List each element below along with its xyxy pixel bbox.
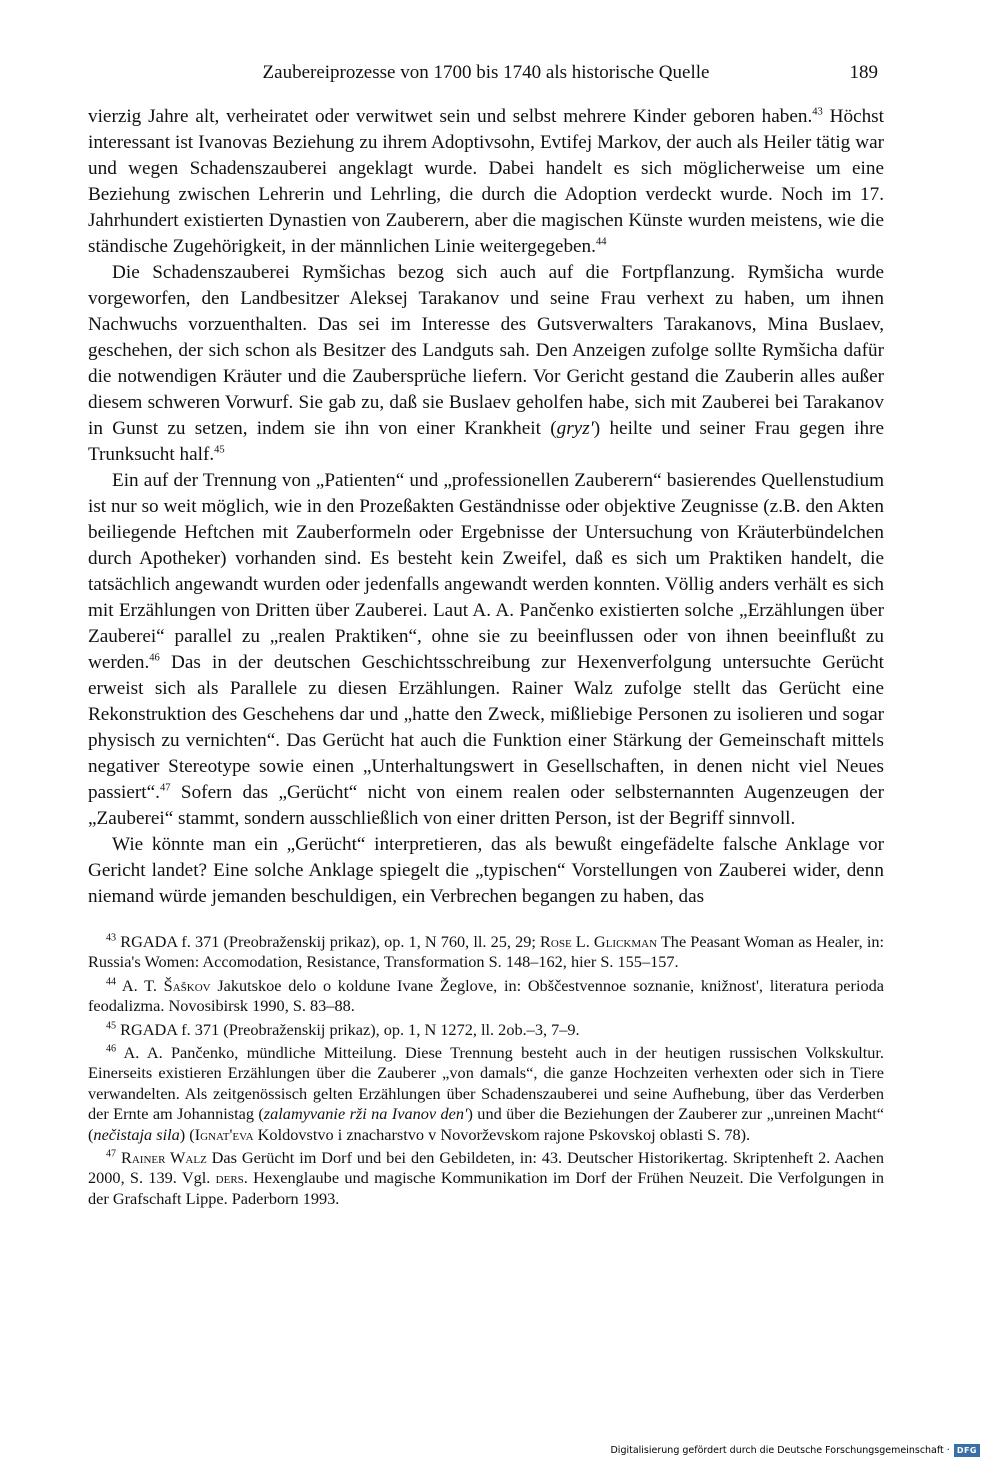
digitization-credit [610,1444,980,1457]
text-run: Höchst interessant ist Ivanovas Beziehung zu ihrem Adoptivsohn, Evtifej Markov, der auch als Heiler tätig war und wegen Schadenszauberei angeklagt wurde. Dabei handelt es sich möglicherweise um eine Beziehung zwischen Lehrerin und Lehrling, die durch die Adoption verdeckt wurde. Noch im 17. Jahrhundert existierten Dynastien von Zauberern, aber die magischen Künste wurden meistens, wie die ständische Zugehörigkeit, in der männlichen Linie weitergegeben. [88,106,884,257]
text-run: vierzig Jahre alt, verheiratet oder verwitwet sein und selbst mehrere Kinder geboren haben. [88,106,813,127]
body-paragraph [88,832,884,910]
italic-text: nečistaja sila [93,1124,180,1144]
text-run: Das in der deutschen Geschichtsschreibung zur Hexenverfolgung untersuchte Gerücht erweist sich als Parallele zu diesen Erzählungen. Rainer Walz zufolge stellt das Gerücht eine Rekonstruktion des Geschehens dar und „hatte den Zweck, mißliebige Personen zu isolieren und sogar physisch zu vernichten“. Das Gerücht hat auch die Funktion einer Stärkung der Gemeinschaft mittels negativer Stereotype sowie einen „Unterhaltungswert in Gesellschaften, in denen nicht viel Neues passiert“. [88,652,884,803]
footnote [88,976,884,1017]
text-run: Die Schadenszauberei Rymšichas bezog sich auch auf die Fortpflanzung. Rymšicha wurde vorgeworfen, den Landbesitzer Aleksej Tarakanov und seine Frau verhext zu haben, um ihnen Nachwuchs vorzuenthalten. Das sei im Interesse des Gutsverwalters Tarakanovs, Mina Buslaev, geschehen, der sich schon als Besitzer des Landguts sah. Den Anzeigen zufolge sollte Rymšicha dafür die notwendigen Kräuter und die Zaubersprüche liefern. Vor Gericht gestand die Zauberin alles außer diesem schweren Vorwurf. Sie gab zu, daß sie Buslaev geholfen habe, sich mit Zauberei bei Tarakanov in Gunst zu setzen, indem sie ihn von einer Krankheit ( [88,262,884,439]
text-run: Ein auf der Trennung von „Patienten“ und „professionellen Zauberern“ basierendes Quellenstudium ist nur so weit möglich, wie in den Prozeßakten Geständnisse oder objektive Zeugnisse (z.B. den Akten beiliegende Heftchen mit Zauberformeln oder Ergebnisse der Untersuchung von Kräuterbündelchen durch Apotheker) vorhanden sind. Es besteht kein Zweifel, daß es sich um Praktiken handelt, die tatsächlich angewandt wurden oder jedenfalls angewandt werden konnten. Völlig anders verhält es sich mit Erzählungen von Dritten über Zauberei. Laut A. A. Pančenko existierten solche „Erzählungen über Zauberei“ parallel zu „realen Praktiken“, ohne sie zu beeinflussen oder von ihnen beeinflußt zu werden. [88,470,884,673]
footnote-ref: 45 [214,444,225,456]
text-run: The Peasant Woman as Healer, in: Russia's Women: Accomodation, Resistance, Transformation S. 148–162, hier S. 155–157. [88,932,885,972]
footnote-ref: 47 [106,1148,117,1160]
author-name: ders. [215,1168,248,1188]
body-paragraph [88,104,884,260]
text-run: Das Gerücht im Dorf und bei den Gebildeten, in: 43. Deutscher Historikertag. Skriptenheft 2. Aachen 2000, S. 139. Vgl. [88,1148,885,1188]
footnote-ref: 43 [812,106,823,118]
footnote [88,1148,884,1209]
italic-text: gryz' [556,418,594,439]
text-run: A. T. [116,975,164,995]
text-run: ) heilte und seiner Frau gegen ihre Trunksucht half. [88,418,884,465]
text-run: ) und über die Beziehungen der Zauberer zur „unreinen Macht“ ( [88,1104,884,1144]
text-run: ) ( [179,1124,195,1144]
text-run: A. A. Pančenko, mündliche Mitteilung. Diese Trennung besteht auch in der heutigen russischen Volkskultur. Einerseits existieren Erzählungen über die Zauberer „von damals“, die ganze Hochzeiten verhexten oder sich in Tiere verwandelten. Als zeitgenössisch gelten Erzählungen über Schadenszauberei und seine Aufhebung, über das Verderben der Ernte am Johannistag ( [88,1043,884,1124]
footnote-ref: 45 [106,1020,117,1032]
italic-text: zalamyvanie rži na Ivanov den' [263,1104,468,1124]
footnote-ref: 46 [149,652,160,664]
author-name: Rainer Walz [120,1148,207,1168]
body-text [88,104,884,910]
running-title: Zaubereiprozesse von 1700 bis 1740 als historische Quelle [262,62,710,83]
footnote-ref: 47 [159,782,171,794]
footnote [88,1020,884,1040]
body-paragraph [88,260,884,468]
body-paragraph [88,468,884,832]
footnote-ref: 43 [106,932,117,944]
text-run: Hexenglaube und magische Kommunikation im Dorf der Frühen Neuzeit. Die Verfolgungen in der Grafschaft Lippe. Paderborn 1993. [88,1168,884,1208]
author-name: Ignat'eva [194,1124,254,1144]
footnote-ref: 44 [595,236,607,248]
text-run: RGADA f. 371 (Preobraženskij prikaz), op. 1, N 1272, ll. 2ob.–3, 7–9. [116,1019,580,1039]
footnote [88,1043,884,1145]
dfg-logo: DFG [954,1444,980,1457]
digitization-note: Digitalisierung gefördert durch die Deutsche Forschungsgemeinschaft · [610,1445,950,1456]
author-name: Šaškov [163,975,211,995]
text-run: Sofern das „Gerücht“ nicht von einem realen oder selbsternannten Augenzeugen der „Zauberei“ stammt, sondern ausschließlich von einer dritten Person, ist der Begriff sinnvoll. [88,782,884,829]
text-run: RGADA f. 371 (Preobraženskij prikaz), op. 1, N 760, ll. 25, 29; [116,932,541,951]
text-run: Jakutskoe delo o koldune Ivane Žeglove, in: Obščestvennoe soznanie, knižnost', literatura perioda feodalizma. Novosibirsk 1990, S. 83–88. [88,975,884,1016]
footnote [88,932,884,973]
book-page [88,58,884,1212]
text-run: Wie könnte man ein „Gerücht“ interpretieren, das als bewußt eingefädelte falsche Anklage vor Gericht landet? Eine solche Anklage spiegelt die „typischen“ Vorstellungen von Zauberei wider, denn niemand würde jemanden beschuldigen, ein Verbrechen begangen zu haben, das [88,834,884,907]
page-number: 189 [849,62,878,83]
footnote-ref: 46 [106,1043,117,1055]
footnotes [88,932,884,1209]
footnote-ref: 44 [106,976,117,988]
author-name: Rose L. Glickman [540,932,658,951]
running-header [88,58,884,88]
text-run: Koldovstvo i znacharstvo v Novorževskom rajone Pskovskoj oblasti S. 78). [253,1124,751,1144]
